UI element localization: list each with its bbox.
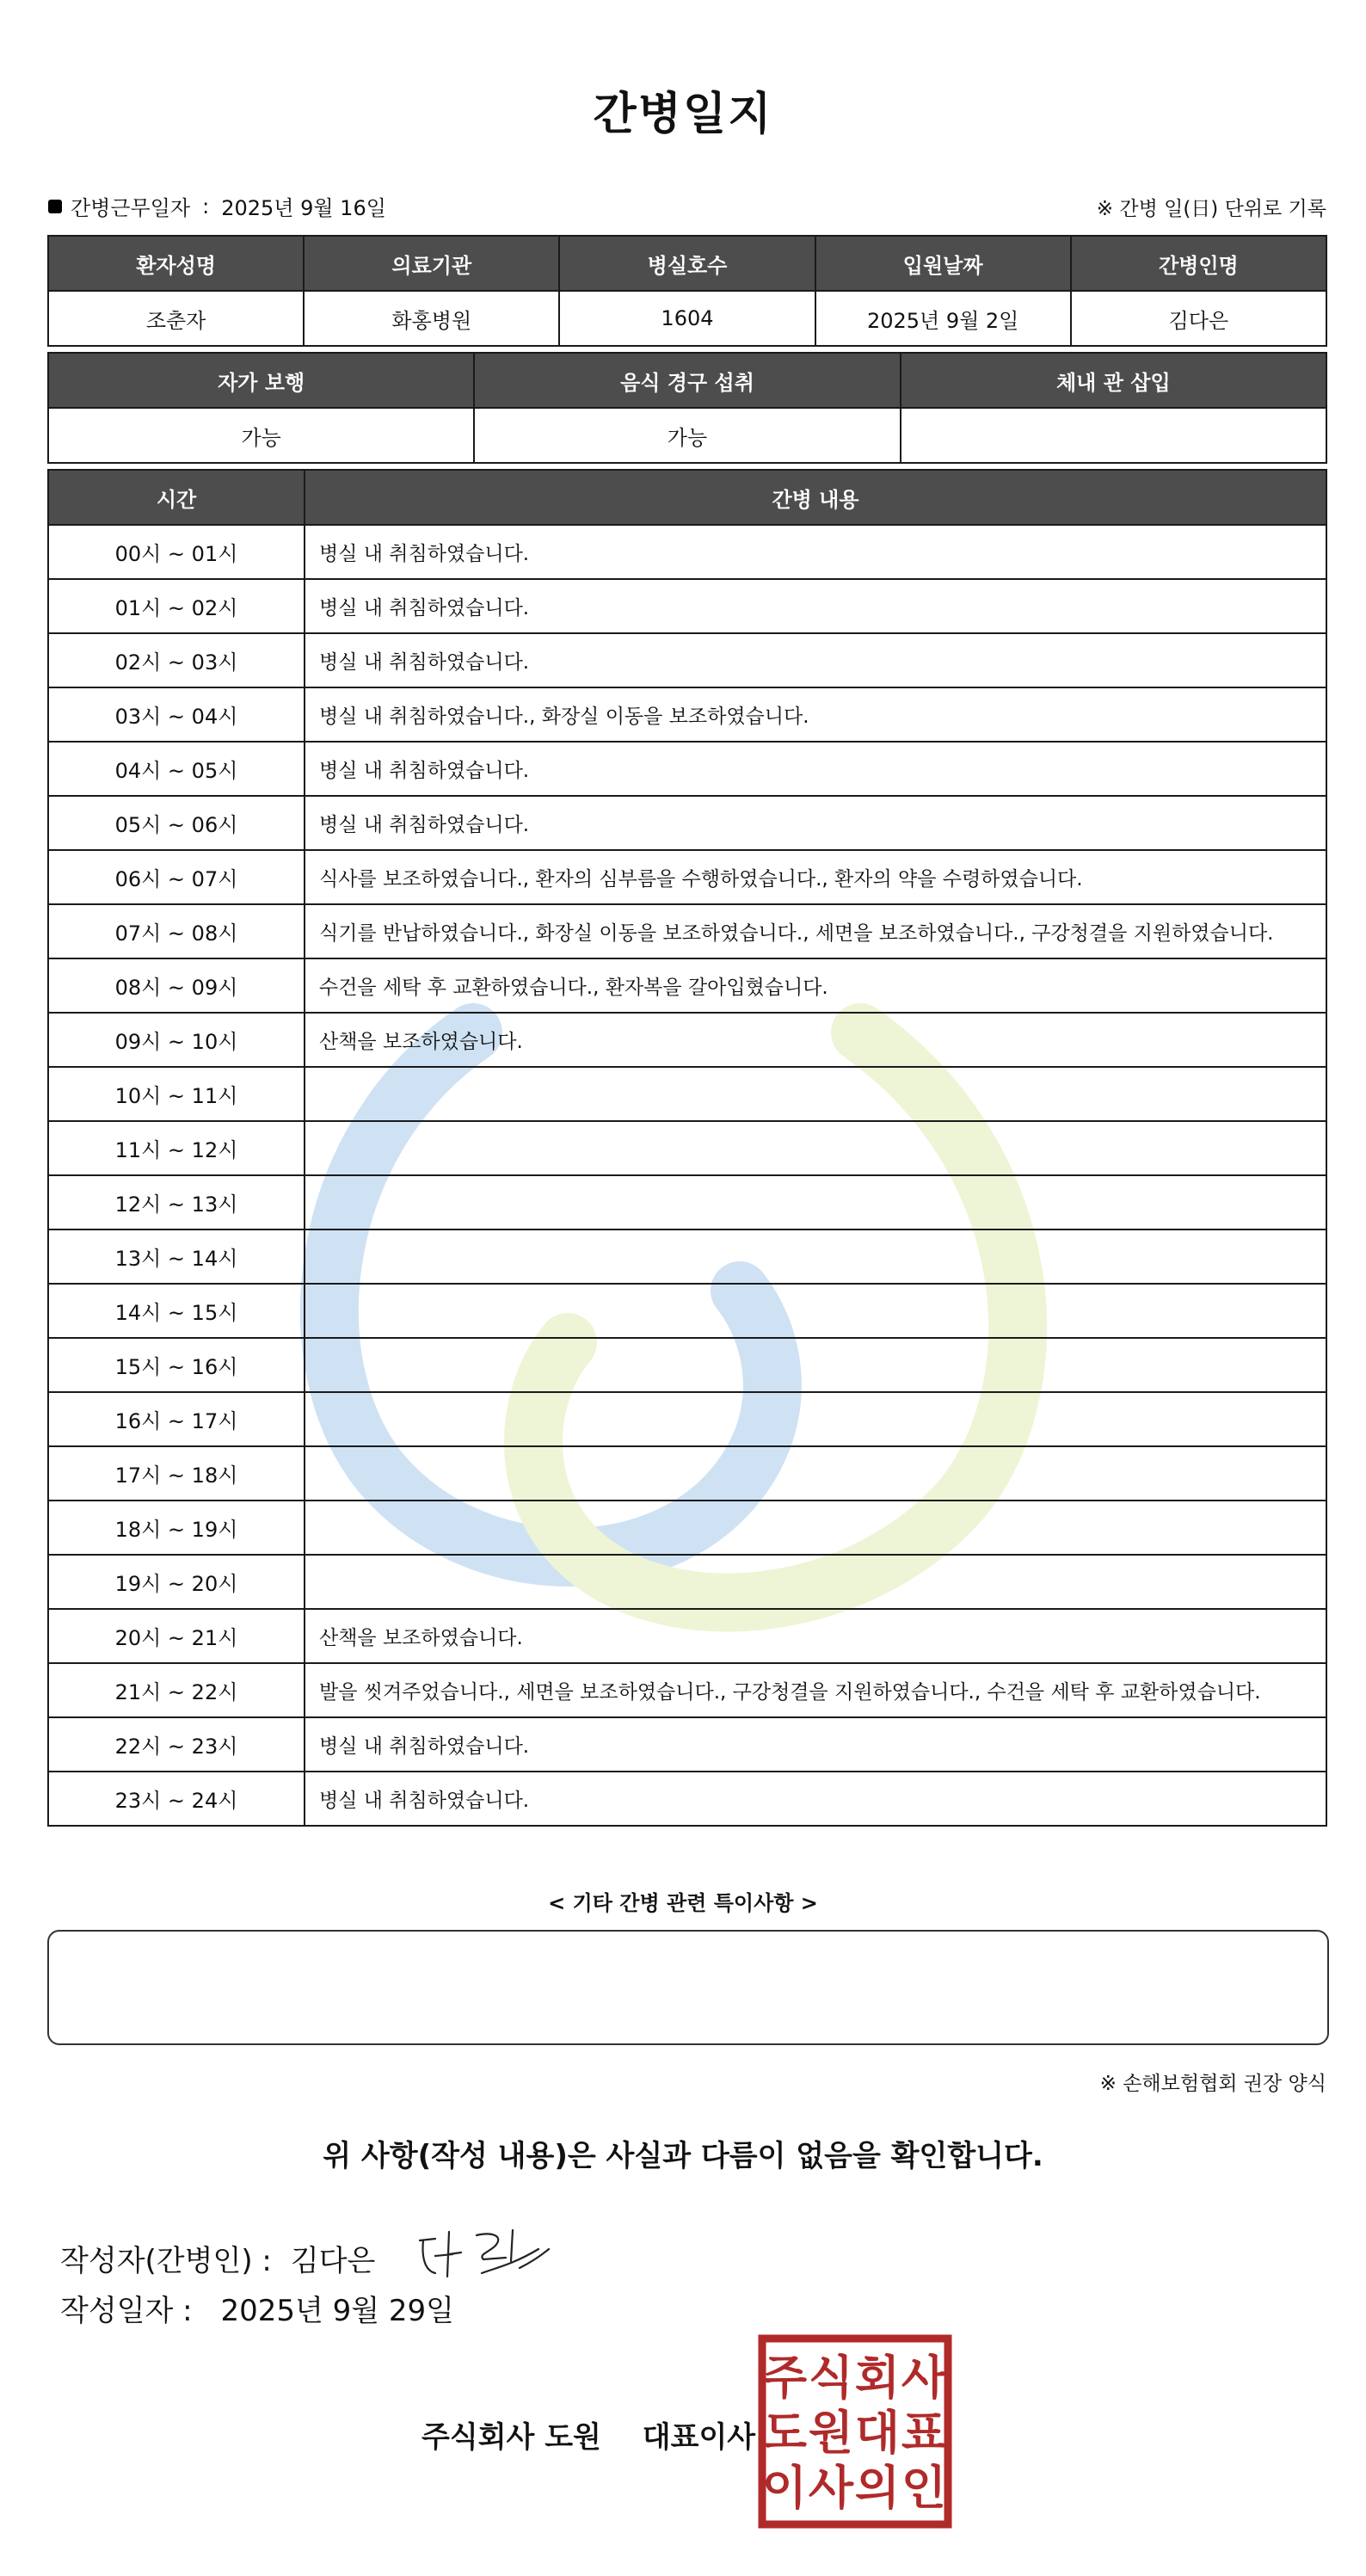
seal-character: 사 [901,2351,947,2405]
log-time: 08시 ~ 09시 [48,958,305,1013]
oral-intake-value: 가능 [474,408,900,463]
ability-table [47,352,1327,464]
care-log-row [48,579,1326,633]
special-notes-box [47,1930,1329,2045]
log-time: 02시 ~ 03시 [48,633,305,687]
work-date-line [48,191,386,221]
log-content [305,1067,1326,1121]
writer-line [60,2223,556,2292]
log-time: 07시 ~ 08시 [48,904,305,958]
log-time: 12시 ~ 13시 [48,1175,305,1229]
seal-character: 주 [761,2351,808,2405]
write-date-label: 작성일자 : [60,2294,193,2328]
square-bullet-icon [48,200,62,213]
care-log-row [48,1284,1326,1338]
seal-character: 식 [808,2351,854,2405]
caregiver-name: 김다은 [1071,291,1326,346]
log-time: 22시 ~ 23시 [48,1717,305,1772]
log-time: 10시 ~ 11시 [48,1067,305,1121]
header-admission-date: 입원날짜 [815,236,1071,291]
log-content: 발을 씻겨주었습니다., 세면을 보조하였습니다., 구강청결을 지원하였습니다., 수건을 세탁 후 교환하였습니다. [305,1663,1326,1717]
care-log-row [48,796,1326,850]
care-log-table [47,469,1327,1827]
care-log-row [48,525,1326,579]
log-time: 16시 ~ 17시 [48,1392,305,1446]
document-title: 간병일지 [593,89,773,140]
hospital-name: 화홍병원 [304,291,559,346]
log-content [305,1229,1326,1284]
admission-date: 2025년 9월 2일 [815,291,1071,346]
header-self-walking: 자가 보행 [48,353,474,408]
log-content: 수건을 세탁 후 교환하였습니다., 환자복을 갈아입혔습니다. [305,958,1326,1013]
seal-character: 사 [808,2461,854,2515]
care-log-row [48,1121,1326,1175]
company-seal-stamp [757,2333,953,2530]
log-time: 23시 ~ 24시 [48,1772,305,1826]
log-time: 06시 ~ 07시 [48,850,305,904]
header-tube-insertion: 체내 관 삽입 [901,353,1326,408]
special-notes-title: < 기타 간병 관련 특이사항 > [548,1891,818,1915]
log-time: 03시 ~ 04시 [48,687,305,742]
header-caregiver: 간병인명 [1071,236,1326,291]
log-content: 식사를 보조하였습니다., 환자의 심부름을 수행하였습니다., 환자의 약을 수령하였습니다. [305,850,1326,904]
handwritten-signature [409,2223,556,2292]
company-name: 주식회사 도원 [421,2420,601,2455]
log-content: 병실 내 취침하였습니다. [305,525,1326,579]
care-log-row [48,1555,1326,1609]
log-time: 18시 ~ 19시 [48,1501,305,1555]
seal-character: 회 [854,2351,901,2405]
write-date-line [60,2287,454,2329]
header-hospital: 의료기관 [304,236,559,291]
work-date-value: 2025년 9월 16일 [221,196,386,220]
care-log-row [48,1501,1326,1555]
log-time: 09시 ~ 10시 [48,1013,305,1067]
log-content [305,1446,1326,1501]
log-time: 00시 ~ 01시 [48,525,305,579]
care-log-row [48,1067,1326,1121]
log-content: 병실 내 취침하였습니다. [305,579,1326,633]
log-content: 병실 내 취침하였습니다. [305,1717,1326,1772]
ability-value-row [48,408,1326,463]
care-log-row [48,850,1326,904]
log-content: 병실 내 취침하였습니다. [305,633,1326,687]
log-content [305,1392,1326,1446]
care-log-row [48,1175,1326,1229]
log-time: 20시 ~ 21시 [48,1609,305,1663]
care-log-row [48,1609,1326,1663]
seal-character: 대 [854,2406,901,2460]
room-number: 1604 [559,291,815,346]
log-time: 04시 ~ 05시 [48,742,305,796]
company-signature-line [421,2413,755,2456]
patient-header-row [48,236,1326,291]
care-log-row [48,1446,1326,1501]
care-log-row [48,1663,1326,1717]
care-log-row [48,742,1326,796]
log-content [305,1501,1326,1555]
care-log-row [48,1229,1326,1284]
ability-header-row [48,353,1326,408]
care-log-row [48,1392,1326,1446]
care-log-row [48,904,1326,958]
log-time: 13시 ~ 14시 [48,1229,305,1284]
header-time: 시간 [48,470,305,525]
self-walking-value: 가능 [48,408,474,463]
log-content [305,1121,1326,1175]
log-content: 병실 내 취침하였습니다. [305,1772,1326,1826]
representative-title: 대표이사 [642,2420,756,2455]
log-content: 병실 내 취침하였습니다., 화장실 이동을 보조하였습니다. [305,687,1326,742]
seal-character: 의 [854,2461,901,2515]
work-date-separator: : [202,194,210,219]
record-unit-note: ※ 간병 일(日) 단위로 기록 [1096,198,1326,220]
log-time: 17시 ~ 18시 [48,1446,305,1501]
care-log-header-row [48,470,1326,525]
log-time: 15시 ~ 16시 [48,1338,305,1392]
log-time: 05시 ~ 06시 [48,796,305,850]
log-time: 01시 ~ 02시 [48,579,305,633]
care-log-body [48,525,1326,1826]
care-log-row [48,1013,1326,1067]
patient-info-table [47,235,1327,347]
log-content [305,1284,1326,1338]
log-content: 병실 내 취침하였습니다. [305,796,1326,850]
care-log-row [48,1717,1326,1772]
tube-insertion-value [901,408,1326,463]
header-room: 병실호수 [559,236,815,291]
work-date-label: 간병근무일자 [71,196,191,220]
care-log-row [48,633,1326,687]
log-content [305,1555,1326,1609]
log-content [305,1175,1326,1229]
log-time: 11시 ~ 12시 [48,1121,305,1175]
writer-name: 김다은 [290,2243,376,2278]
seal-character: 원 [808,2406,854,2460]
seal-character: 이 [761,2461,808,2515]
header-patient-name: 환자성명 [48,236,304,291]
log-content: 산책을 보조하였습니다. [305,1013,1326,1067]
care-log-row [48,687,1326,742]
writer-label: 작성자(간병인) : [60,2243,272,2278]
write-date-value: 2025년 9월 29일 [220,2294,455,2328]
seal-character: 인 [901,2461,947,2515]
log-time: 14시 ~ 15시 [48,1284,305,1338]
log-content: 병실 내 취침하였습니다. [305,742,1326,796]
confirmation-statement: 위 사항(작성 내용)은 사실과 다름이 없음을 확인합니다. [323,2139,1043,2173]
log-content: 식기를 반납하였습니다., 화장실 이동을 보조하였습니다., 세면을 보조하였습니다., 구강청결을 지원하였습니다. [305,904,1326,958]
header-care-content: 간병 내용 [305,470,1326,525]
patient-value-row [48,291,1326,346]
seal-character: 도 [761,2406,808,2460]
care-log-row [48,1772,1326,1826]
care-log-row [48,1338,1326,1392]
seal-character: 표 [901,2406,947,2460]
log-time: 19시 ~ 20시 [48,1555,305,1609]
recommended-form-note: ※ 손해보험협회 권장 양식 [1099,2073,1326,2095]
log-time: 21시 ~ 22시 [48,1663,305,1717]
patient-name: 조춘자 [48,291,304,346]
log-content: 산책을 보조하였습니다. [305,1609,1326,1663]
header-oral-intake: 음식 경구 섭취 [474,353,900,408]
care-log-row [48,958,1326,1013]
log-content [305,1338,1326,1392]
